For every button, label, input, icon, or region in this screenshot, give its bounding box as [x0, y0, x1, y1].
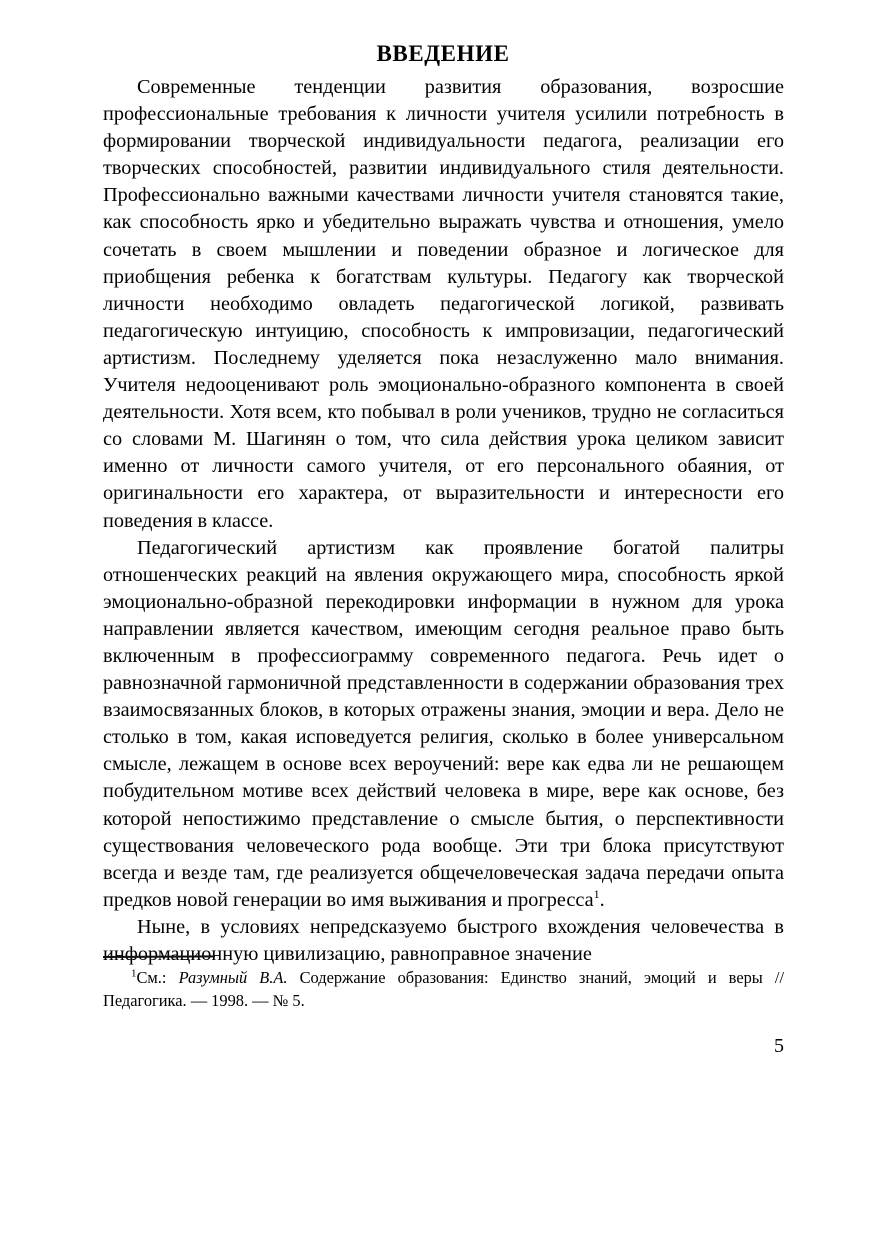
footnote-reference-marker[interactable]: 1	[593, 887, 600, 902]
page-number: 5	[774, 1035, 784, 1057]
paragraph-2-text: Педагогический артистизм как проявление богатой палитры отношенческих реакций на явления окружающего мира, способность яркой эмоционально-образной перекодировки информации в нужном для урока направлении является качеством, имеющим сегодня реальное право быть включенным в профессиограмму современного педагога. Речь идет о равнозначной гармоничной представленности в содержании образования трех взаимосвязанных блоков, в которых отражены знания, эмоции и вера. Дело не столько в том, какая исповедуется религия, сколько в более универсальном смысле, лежащем в основе всех вероучений: вере как едва ли не решающем побудительном мотиве всех действий человека в мире, вере как основе, без которой непостижимо представление о смысле бытия, о перспективности существования человеческого рода вообще. Эти три блока присутствуют всегда и везде там, где реализуется общечеловеческая задача передачи опыта предков новой генерации во имя выживания и прогресса	[103, 536, 784, 911]
footnote-block	[103, 956, 784, 1012]
footnote-citation: Содержание образования: Единство знаний, эмоций и веры // Педагогика. — 1998. — № 5.	[103, 968, 785, 1010]
footnote-lead-in: См.:	[136, 968, 179, 987]
body-text-column	[103, 74, 784, 968]
body-paragraph-2	[103, 535, 784, 914]
paragraph-2-tail: .	[599, 888, 605, 911]
footnote-separator-rule	[103, 955, 215, 958]
footnote-marker: 1	[131, 967, 137, 980]
footnote-author: Разумный В.А.	[178, 968, 288, 987]
footnote-text	[103, 967, 784, 1012]
body-paragraph-3: Ныне, в условиях непредсказуемо быстрого вхождения человечества в информационную цивилизацию, равноправное значение	[103, 915, 784, 965]
body-paragraph-1: Современные тенденции развития образования, возросшие профессиональные требования к личности учителя усилили потребность в формировании творческой индивидуальности педагога, реализации его творческих способностей, развитии индивидуального стиля деятельности. Профессионально важными качествами личности учителя становятся такие, как способность ярко и убедительно выражать чувства и отношения, умело сочетать в своем мышлении и поведении образное и логическое для приобщения ребенка к богатствам культуры. Педагогу как творческой личности необходимо овладеть педагогической логикой, развивать педагогическую интуицию, способность к импровизации, педагогический артистизм. Последнему уделяется пока незаслуженно мало внимания. Учителя недооценивают роль эмоционально-образного компонента в своей деятельности. Хотя всем, кто побывал в роли учеников, трудно не согласиться со словами М. Шагинян о том, что сила действия урока целиком зависит именно от личности самого учителя, от его персонального обаяния, от оригинальности его характера, от выразительности и интересности его поведения в классе.	[103, 76, 784, 532]
page-title: ВВЕДЕНИЕ	[376, 41, 510, 67]
